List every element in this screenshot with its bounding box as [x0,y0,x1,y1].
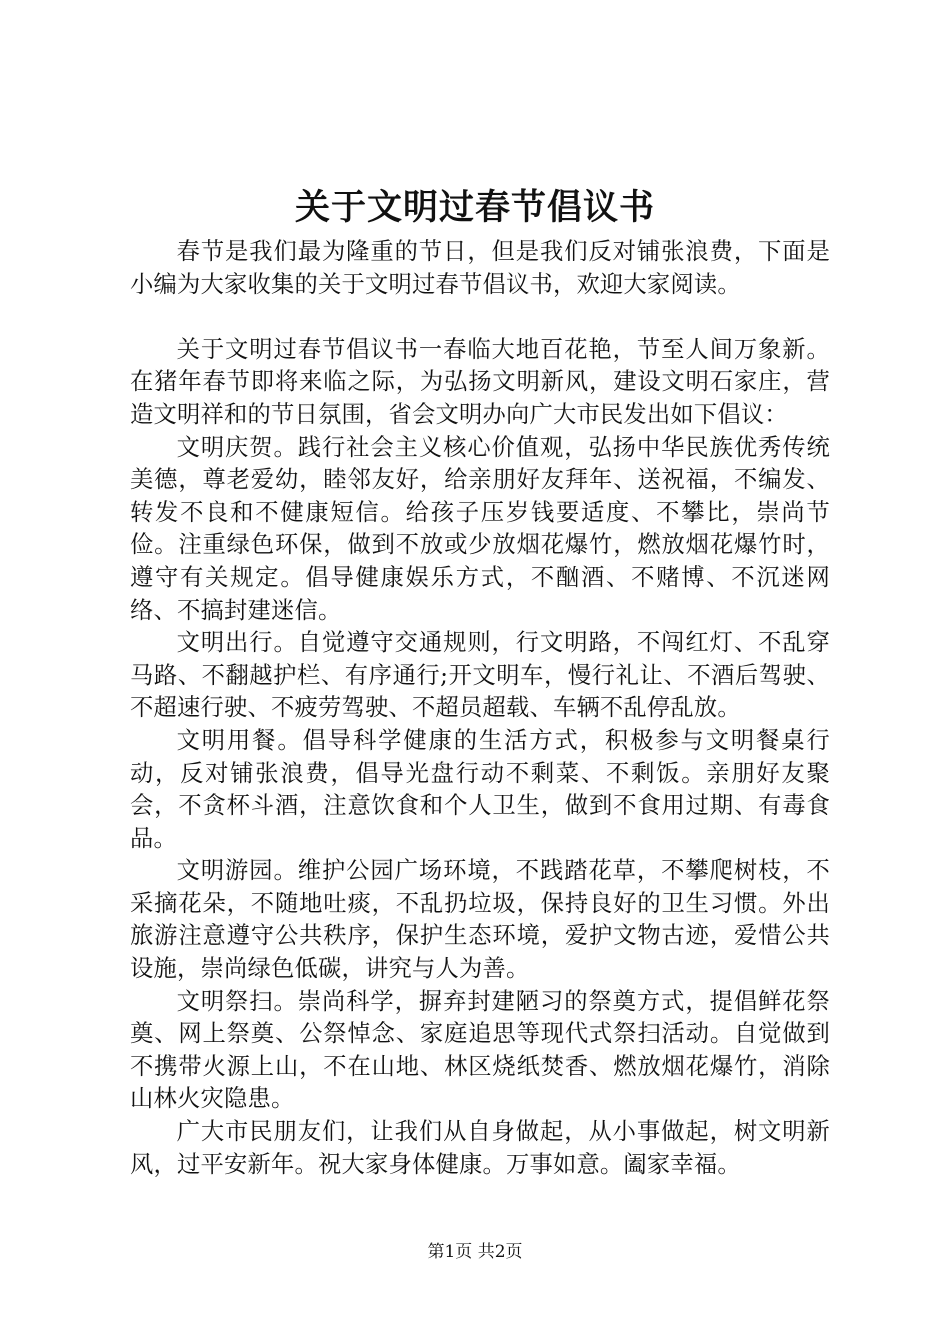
paragraph-memorial: 文明祭扫。崇尚科学，摒弃封建陋习的祭奠方式，提倡鲜花祭奠、网上祭奠、公祭悼念、家庭追思等现代式祭扫活动。自觉做到不携带火源上山，不在山地、林区烧纸焚香、燃放烟花爆竹，消除山林火灾隐患。 [130,987,830,1113]
document-title: 关于文明过春节倡议书 [294,187,655,228]
paragraph-celebration: 文明庆贺。践行社会主义核心价值观，弘扬中华民族优秀传统美德，尊老爱幼，睦邻友好，给亲朋好友拜年、送祝福，不编发、转发不良和不健康短信。给孩子压岁钱要适度、不攀比，崇尚节俭。注重绿色环保，做到不放或少放烟花爆竹，燃放烟花爆竹时，遵守有关规定。倡导健康娱乐方式，不酗酒、不赌博、不沉迷网络、不搞封建迷信。 [130,433,830,624]
paragraph-spacer [130,301,830,334]
paragraph-park: 文明游园。维护公园广场环境，不践踏花草，不攀爬树枝，不采摘花朵，不随地吐痰，不乱扔垃圾，保持良好的卫生习惯。外出旅游注意遵守公共秩序，保护生态环境，爱护文物古迹，爱惜公共设施，崇尚绿色低碳，讲究与人为善。 [130,857,830,983]
paragraph-closing: 广大市民朋友们，让我们从自身做起，从小事做起，树文明新风，过平安新年。祝大家身体健康。万事如意。阖家幸福。 [130,1118,830,1178]
document-body [130,236,830,1181]
paragraph-dining: 文明用餐。倡导科学健康的生活方式，积极参与文明餐桌行动，反对铺张浪费，倡导光盘行动不剩菜、不剩饭。亲朋好友聚会，不贪杯斗酒，注意饮食和个人卫生，做到不食用过期、有毒食品。 [130,726,830,852]
intro-paragraph: 春节是我们最为隆重的节日，但是我们反对铺张浪费，下面是小编为大家收集的关于文明过春节倡议书，欢迎大家阅读。 [130,238,830,298]
page-number-footer: 第1页 共2页 [427,1242,523,1262]
paragraph-opening: 关于文明过春节倡议书一春临大地百花艳，节至人间万象新。在猪年春节即将来临之际，为弘扬文明新风，建设文明石家庄，营造文明祥和的节日氛围，省会文明办向广大市民发出如下倡议： [130,335,830,428]
paragraph-travel: 文明出行。自觉遵守交通规则，行文明路，不闯红灯、不乱穿马路、不翻越护栏、有序通行;开文明车，慢行礼让、不酒后驾驶、不超速行驶、不疲劳驾驶、不超员超载、车辆不乱停乱放。 [130,629,830,722]
